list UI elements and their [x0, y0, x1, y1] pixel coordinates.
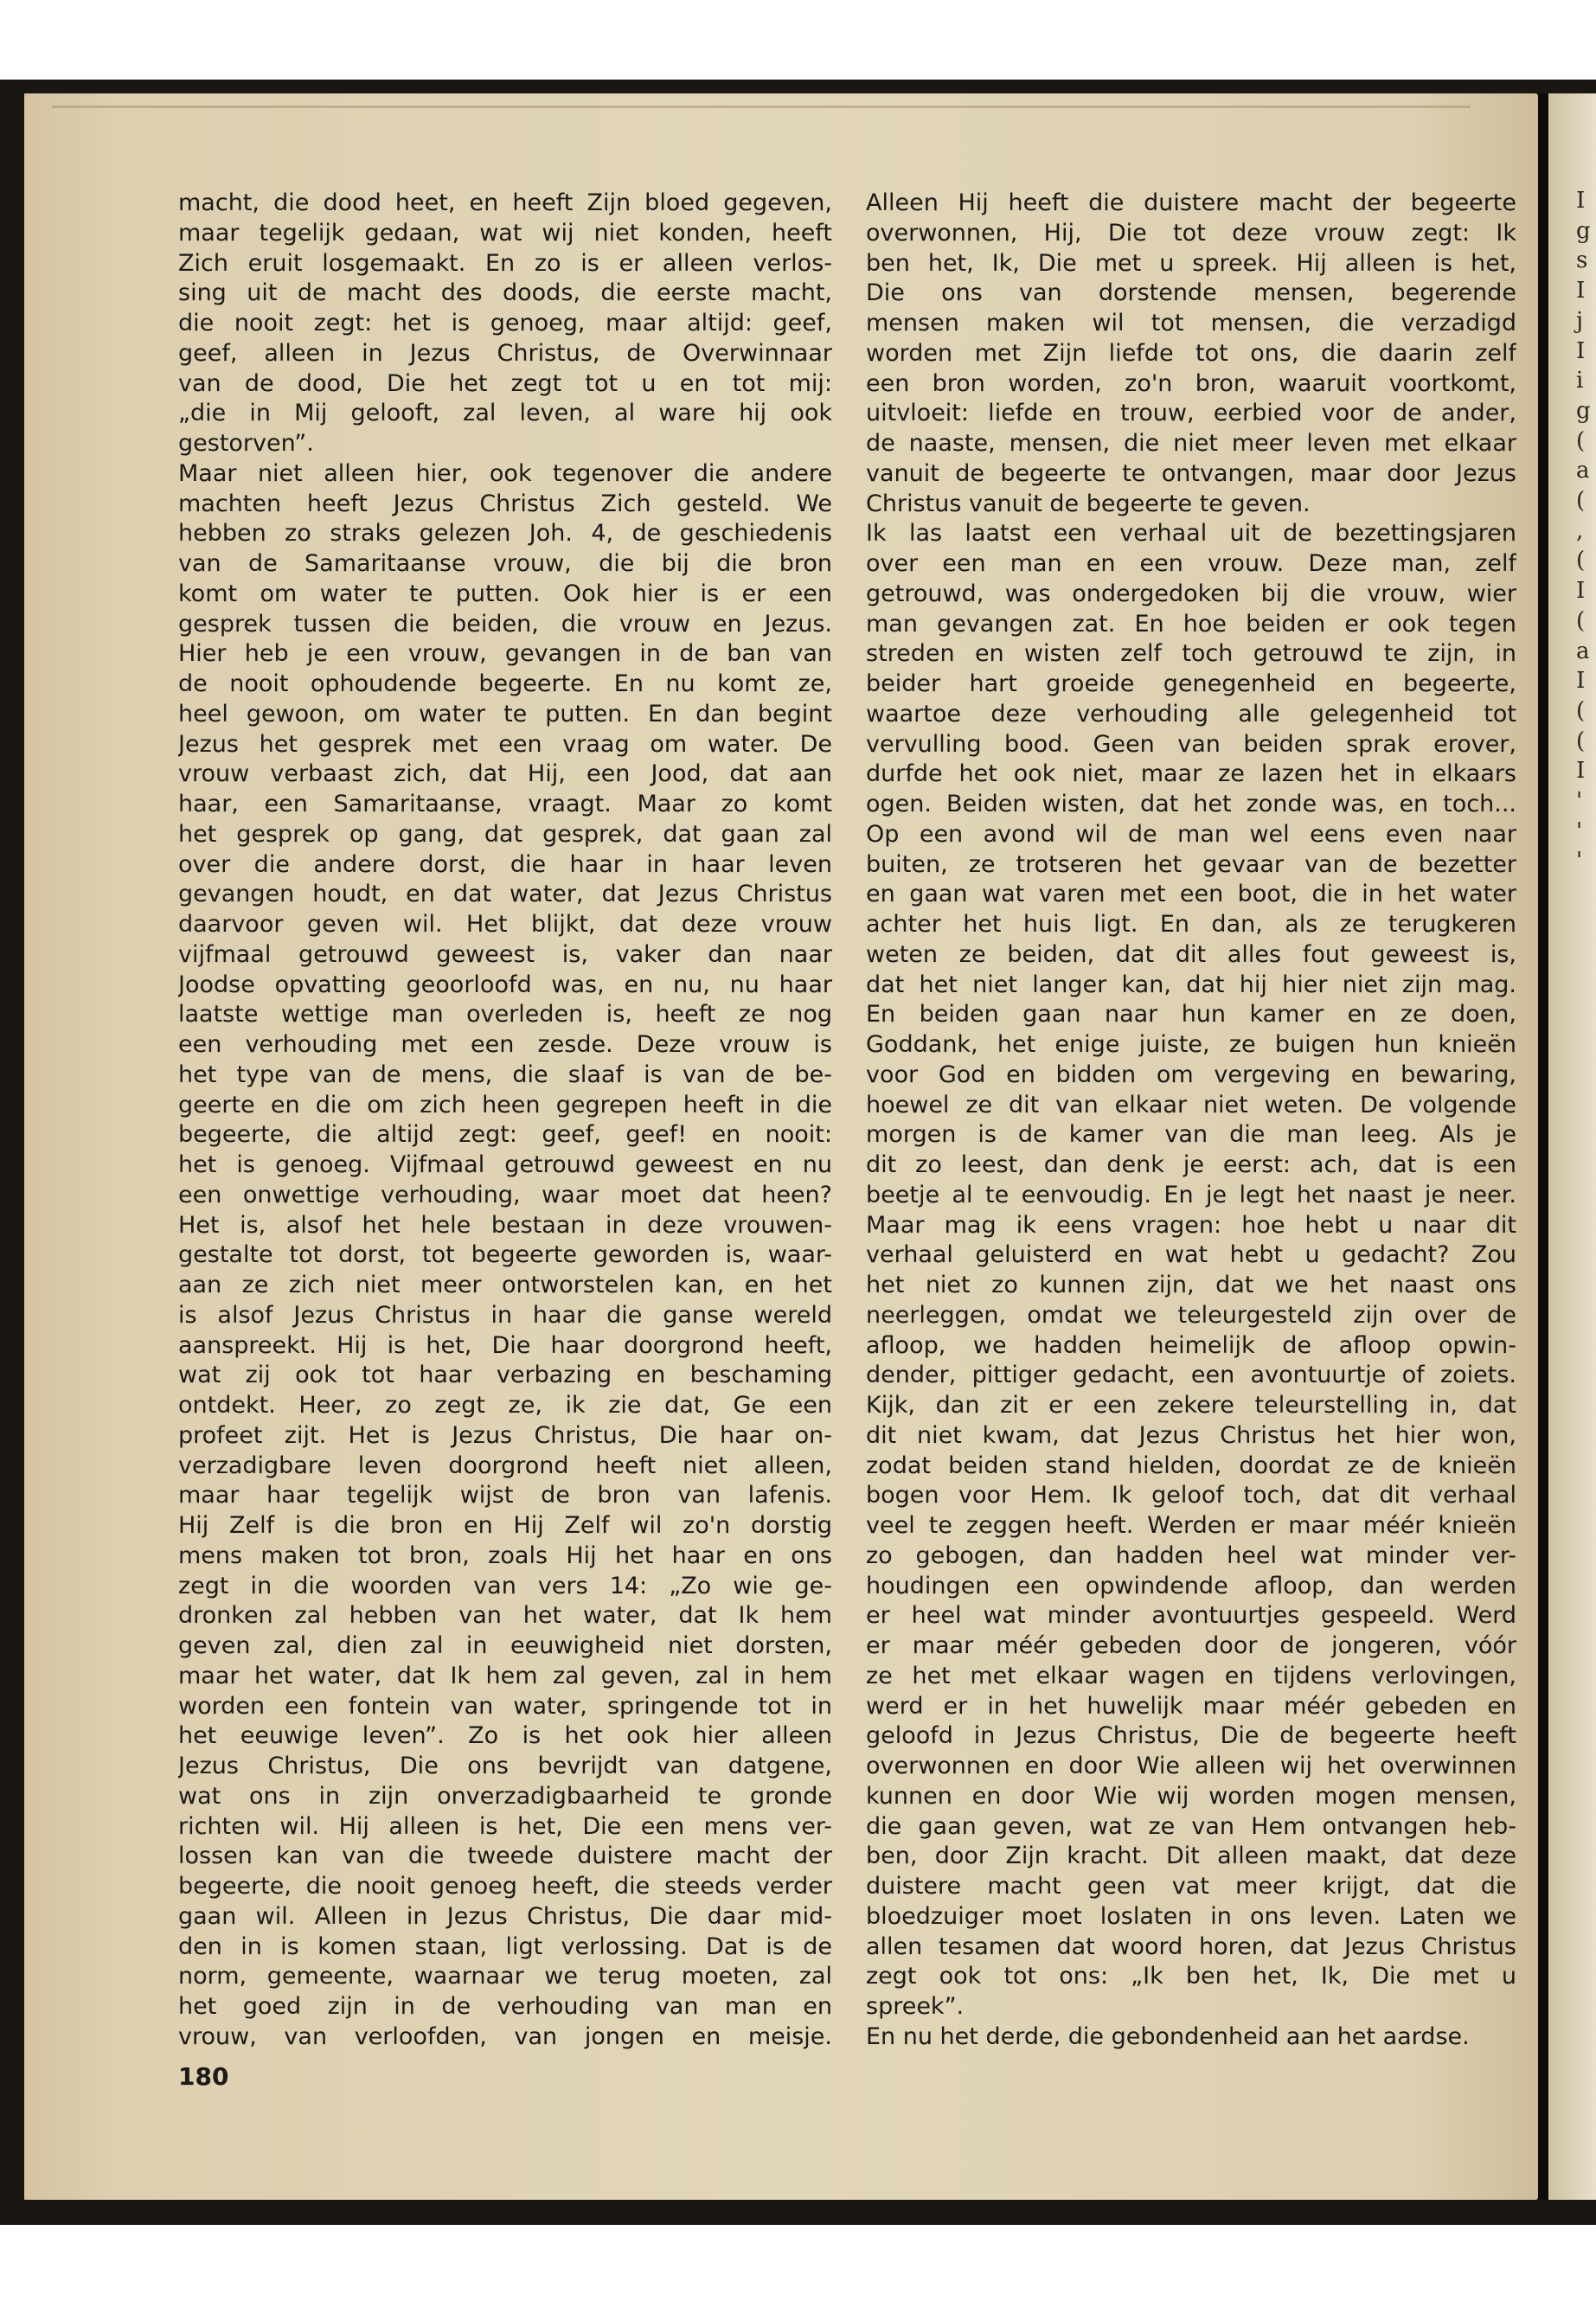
text-line: getrouwd, was ondergedoken bij die vrouw, wier: [866, 580, 1516, 607]
text-line: morgen is de kamer van die man leeg. Als je: [866, 1121, 1516, 1149]
text-line: ze het met elkaar wagen en tijdens verlovingen,: [866, 1662, 1516, 1689]
text-line: het type van de mens, die slaaf is van de be-: [178, 1061, 832, 1088]
facing-page-glyph: I: [1576, 578, 1586, 605]
text-line: Kijk, dan zit er een zekere teleurstelling in, dat: [866, 1392, 1516, 1419]
text-line: Jezus het gesprek met een vraag om water. De: [178, 730, 832, 758]
text-line: verzadigbare leven doorgrond heeft niet alleen,: [178, 1452, 832, 1479]
text-line: Maar niet alleen hier, ook tegenover die andere: [178, 459, 832, 487]
facing-page-glyph: I: [1576, 278, 1586, 304]
facing-page-glyph: (: [1576, 727, 1586, 754]
facing-page-glyph: (: [1576, 697, 1586, 724]
text-line: Maar mag ik eens vragen: hoe hebt u naar dit: [866, 1211, 1516, 1239]
text-line: richten wil. Hij alleen is het, Die een mens ver-: [178, 1812, 832, 1840]
text-line: zegt ook tot ons: „Ik ben het, Ik, Die met u: [866, 1963, 1516, 1990]
text-line: vervulling bood. Geen van beiden sprak erover,: [866, 730, 1516, 758]
text-line: streden en wisten zelf toch getrouwd te zijn, in: [866, 640, 1516, 668]
left-text-column: [178, 189, 832, 2053]
text-line: maar tegelijk gedaan, wat wij niet konden, heeft: [178, 219, 832, 247]
text-line: zodat beiden stand hielden, doordat ze de knieën: [866, 1452, 1516, 1479]
facing-page-glyph: (: [1576, 488, 1586, 515]
text-line: duistere macht geen vat meer krijgt, dat die: [866, 1873, 1516, 1900]
text-line: is alsof Jezus Christus in haar die ganse wereld: [178, 1301, 832, 1329]
text-line: er heel wat minder avontuurtjes gespeeld. Werd: [866, 1602, 1516, 1630]
text-line: mens maken tot bron, zoals Hij het haar en ons: [178, 1541, 832, 1569]
text-line: macht, die dood heet, en heeft Zijn bloed gegeven,: [178, 189, 832, 216]
text-line: machten heeft Jezus Christus Zich gesteld. We: [178, 490, 832, 517]
text-line: de naaste, mensen, die niet meer leven met elkaar: [866, 430, 1516, 457]
facing-page-glyph: ': [1576, 817, 1583, 844]
text-line: hebben zo straks gelezen Joh. 4, de geschiedenis: [178, 520, 832, 548]
text-line: het goed zijn in de verhouding van man en: [178, 1993, 832, 2020]
facing-page-glyph: I: [1576, 188, 1586, 214]
text-line: dronken zal hebben van het water, dat Ik hem: [178, 1602, 832, 1630]
text-line: Hij Zelf is die bron en Hij Zelf wil zo'n dorstig: [178, 1512, 832, 1539]
text-line: aanspreekt. Hij is het, Die haar doorgrond heeft,: [178, 1331, 832, 1359]
facing-page-glyph: (: [1576, 607, 1586, 634]
text-line: geef, alleen in Jezus Christus, de Overwinnaar: [178, 339, 832, 367]
text-line: beetje al te eenvoudig. En je legt het naast je neer.: [866, 1181, 1516, 1208]
text-line: maar haar tegelijk wijst de bron van lafenis.: [178, 1482, 832, 1509]
text-line: gestalte tot dorst, tot begeerte geworden is, waar-: [178, 1241, 832, 1269]
text-line: uitvloeit: liefde en trouw, eerbied voor de ander,: [866, 400, 1516, 427]
text-line: houdingen een opwindende afloop, dan werden: [866, 1572, 1516, 1599]
text-line: Christus vanuit de begeerte te geven.: [866, 490, 1311, 517]
text-line: geloofd in Jezus Christus, Die de begeerte heeft: [866, 1722, 1516, 1750]
text-line: profeet zijt. Het is Jezus Christus, Die haar on-: [178, 1421, 832, 1449]
facing-page-glyph: g: [1576, 217, 1591, 244]
text-line: En beiden gaan naar hun kamer en ze doen,: [866, 1001, 1516, 1029]
text-line: vrouw, van verloofden, van jongen en meisje.: [178, 2022, 832, 2050]
facing-page-glyph: ': [1576, 788, 1583, 815]
text-line: begeerte, die altijd zegt: geef, geef! en nooit:: [178, 1121, 832, 1149]
facing-page-glyph: (: [1576, 427, 1586, 454]
facing-page-glyph: ,: [1576, 517, 1584, 544]
text-line: wat zij ook tot haar verbazing en beschaming: [178, 1362, 832, 1389]
facing-page-text-fragment: [1576, 186, 1593, 876]
text-line: zegt in die woorden van vers 14: „Zo wie ge-: [178, 1572, 832, 1599]
text-line: lossen kan van die tweede duistere macht der: [178, 1843, 832, 1870]
text-line: en gaan wat varen met een boot, die in het water: [866, 881, 1516, 908]
facing-page-glyph: I: [1576, 337, 1586, 364]
facing-page-glyph: a: [1576, 458, 1590, 484]
text-line: overwonnen en door Wie alleen wij het overwinnen: [866, 1753, 1516, 1779]
text-line: bogen voor Hem. Ik geloof toch, dat dit verhaal: [866, 1482, 1516, 1509]
text-line: de nooit ophoudende begeerte. En nu komt ze,: [178, 670, 832, 697]
text-line: man gevangen zat. En hoe beiden er ook tegen: [866, 610, 1516, 638]
text-line: vanuit de begeerte te ontvangen, maar door Jezus: [866, 459, 1516, 487]
text-line: worden een fontein van water, springende tot in: [178, 1692, 832, 1720]
text-line: waartoe deze verhouding alle gelegenheid tot: [866, 700, 1516, 727]
facing-page-glyph: s: [1576, 247, 1588, 274]
text-line: een onwettige verhouding, waar moet dat heen?: [178, 1181, 832, 1208]
text-line: dat het niet langer kan, dat hij hier niet zijn mag.: [866, 971, 1516, 998]
facing-page-glyph: ': [1576, 848, 1583, 875]
text-line: van de Samaritaanse vrouw, die bij die bron: [178, 550, 832, 577]
text-line: begeerte, die nooit genoeg heeft, die steeds verder: [178, 1873, 832, 1900]
text-line: den in is komen staan, ligt verlossing. Dat is de: [178, 1932, 832, 1960]
facing-page-glyph: I: [1576, 758, 1586, 785]
text-line: achter het huis ligt. En dan, als ze terugkeren: [866, 911, 1516, 938]
page-top-rule: [52, 106, 1471, 108]
text-line: geven zal, dien zal in eeuwigheid niet dorsten,: [178, 1632, 832, 1659]
text-line: En nu het derde, die gebondenheid aan het aardse.: [866, 2022, 1470, 2050]
text-line: het niet zo kunnen zijn, dat we het naast ons: [866, 1272, 1516, 1298]
text-line: allen tesamen dat woord horen, dat Jezus Christus: [866, 1932, 1516, 1960]
text-line: spreek”.: [866, 1993, 965, 2020]
book-gutter: [1538, 93, 1548, 2200]
text-line: Die ons van dorstende mensen, begerende: [866, 279, 1516, 307]
text-line: ben, door Zijn kracht. Dit alleen maakt, dat deze: [866, 1843, 1516, 1870]
text-line: sing uit de macht des doods, die eerste macht,: [178, 279, 832, 307]
text-line: ogen. Beiden wisten, dat het zonde was, en toch...: [866, 791, 1516, 817]
text-line: komt om water te putten. Ook hier is er een: [178, 580, 832, 607]
text-line: een verhouding met een zesde. Deze vrouw is: [178, 1031, 832, 1058]
text-line: Goddank, het enige juiste, ze buigen hun knieën: [866, 1031, 1516, 1058]
text-line: dender, pittiger gedacht, een avontuurtje of zoiets.: [866, 1362, 1516, 1389]
scan-background: [0, 0, 1596, 82]
right-text-column: [866, 189, 1516, 2053]
text-line: maar het water, dat Ik hem zal geven, zal in hem: [178, 1662, 832, 1689]
text-line: van de dood, Die het zegt tot u en tot mij:: [178, 369, 832, 397]
text-line: gesprek tussen die beiden, die vrouw en Jezus.: [178, 610, 832, 638]
text-line: „die in Mij gelooft, zal leven, al ware hij ook: [178, 400, 832, 427]
text-line: Ik las laatst een verhaal uit de bezettingsjaren: [866, 520, 1516, 548]
text-line: hoewel ze dit van elkaar niet weten. De volgende: [866, 1091, 1516, 1118]
text-line: durfde het ook niet, maar ze lazen het in elkaars: [866, 760, 1516, 788]
text-line: het gesprek op gang, dat gesprek, dat gaan zal: [178, 820, 832, 848]
text-line: afloop, we hadden heimelijk de afloop opwin-: [866, 1331, 1516, 1359]
text-line: wat ons in zijn onverzadigbaarheid te gronde: [178, 1782, 832, 1810]
text-line: gevangen houdt, en dat water, dat Jezus Christus: [178, 881, 832, 908]
text-line: ontdekt. Heer, zo zegt ze, ik zie dat, Ge een: [178, 1392, 832, 1419]
text-line: Op een avond wil de man wel eens even naar: [866, 820, 1516, 848]
text-line: een bron worden, zo'n bron, waaruit voortkomt,: [866, 369, 1516, 397]
facing-page-glyph: g: [1576, 397, 1591, 424]
text-line: er maar méér gebeden door de jongeren, vóór: [866, 1632, 1516, 1659]
text-line: bloedzuiger moet loslaten in ons leven. Laten we: [866, 1902, 1516, 1930]
text-line: over die andere dorst, die haar in haar leven: [178, 850, 832, 878]
text-line: Alleen Hij heeft die duistere macht der begeerte: [866, 189, 1516, 216]
text-line: daarvoor geven wil. Het blijkt, dat deze vrouw: [178, 911, 832, 938]
text-line: vijfmaal getrouwd geweest is, vaker dan naar: [178, 940, 832, 968]
page-number: 180: [178, 2062, 229, 2091]
text-line: haar, een Samaritaanse, vraagt. Maar zo komt: [178, 791, 832, 817]
facing-page-glyph: I: [1576, 668, 1586, 695]
text-line: beider hart groeide genegenheid en begeerte,: [866, 670, 1516, 697]
text-line: zo gebogen, dan hadden heel wat minder ver-: [866, 1541, 1516, 1569]
facing-page-glyph: j: [1576, 307, 1584, 334]
text-line: mensen maken wil tot mensen, die verzadigd: [866, 310, 1516, 336]
text-line: over een man en een vrouw. Deze man, zelf: [866, 550, 1516, 577]
text-line: neerleggen, omdat we teleurgesteld zijn over de: [866, 1301, 1516, 1329]
text-line: Zich eruit losgemaakt. En zo is er alleen verlos-: [178, 249, 832, 277]
text-line: overwonnen, Hij, Die tot deze vrouw zegt: Ik: [866, 219, 1516, 247]
text-line: gestorven”.: [178, 430, 314, 457]
text-line: heel gewoon, om water te putten. En dan begint: [178, 700, 832, 727]
text-line: die gaan geven, wat ze van Hem ontvangen heb-: [866, 1812, 1516, 1840]
text-line: buiten, ze trotseren het gevaar van de bezetter: [866, 850, 1516, 878]
text-line: ben het, Ik, Die met u spreek. Hij alleen is het,: [866, 249, 1516, 277]
text-line: het is genoeg. Vijfmaal getrouwd geweest en nu: [178, 1151, 832, 1178]
text-line: werd er in het huwelijk maar méér gebeden en: [866, 1692, 1516, 1720]
text-line: aan ze zich niet meer ontworstelen kan, en het: [178, 1272, 832, 1298]
text-line: Hier heb je een vrouw, gevangen in de ban van: [178, 640, 832, 668]
facing-page-glyph: a: [1576, 638, 1590, 664]
text-line: vrouw verbaast zich, dat Hij, een Jood, dat aan: [178, 760, 832, 788]
text-line: Het is, alsof het hele bestaan in deze vrouwen-: [178, 1211, 832, 1239]
text-line: verhaal geluisterd en wat hebt u gedacht? Zou: [866, 1241, 1516, 1269]
facing-page-glyph: (: [1576, 548, 1586, 574]
text-line: veel te zeggen heeft. Werden er maar méér knieën: [866, 1512, 1516, 1539]
text-line: dit zo leest, dan denk je eerst: ach, dat is een: [866, 1151, 1516, 1178]
text-line: norm, gemeente, waarnaar we terug moeten, zal: [178, 1963, 832, 1990]
text-line: voor God en bidden om vergeving en bewaring,: [866, 1061, 1516, 1088]
text-line: gaan wil. Alleen in Jezus Christus, Die daar mid-: [178, 1902, 832, 1930]
text-line: Joodse opvatting geoorloofd was, en nu, nu haar: [178, 971, 832, 998]
text-line: die nooit zegt: het is genoeg, maar altijd: geef,: [178, 310, 832, 336]
text-line: weten ze beiden, dat dit alles fout geweest is,: [866, 940, 1516, 968]
text-line: worden met Zijn liefde tot ons, die daarin zelf: [866, 339, 1516, 367]
text-line: dit niet kwam, dat Jezus Christus het hier won,: [866, 1421, 1516, 1449]
text-line: kunnen en door Wie wij worden mogen mensen,: [866, 1782, 1516, 1810]
facing-page-glyph: i: [1576, 368, 1584, 394]
text-line: geerte en die om zich heen gegrepen heeft in die: [178, 1091, 832, 1118]
text-line: Jezus Christus, Die ons bevrijdt van datgene,: [178, 1753, 832, 1779]
text-line: laatste wettige man overleden is, heeft ze nog: [178, 1001, 832, 1029]
text-line: het eeuwige leven”. Zo is het ook hier alleen: [178, 1722, 832, 1750]
